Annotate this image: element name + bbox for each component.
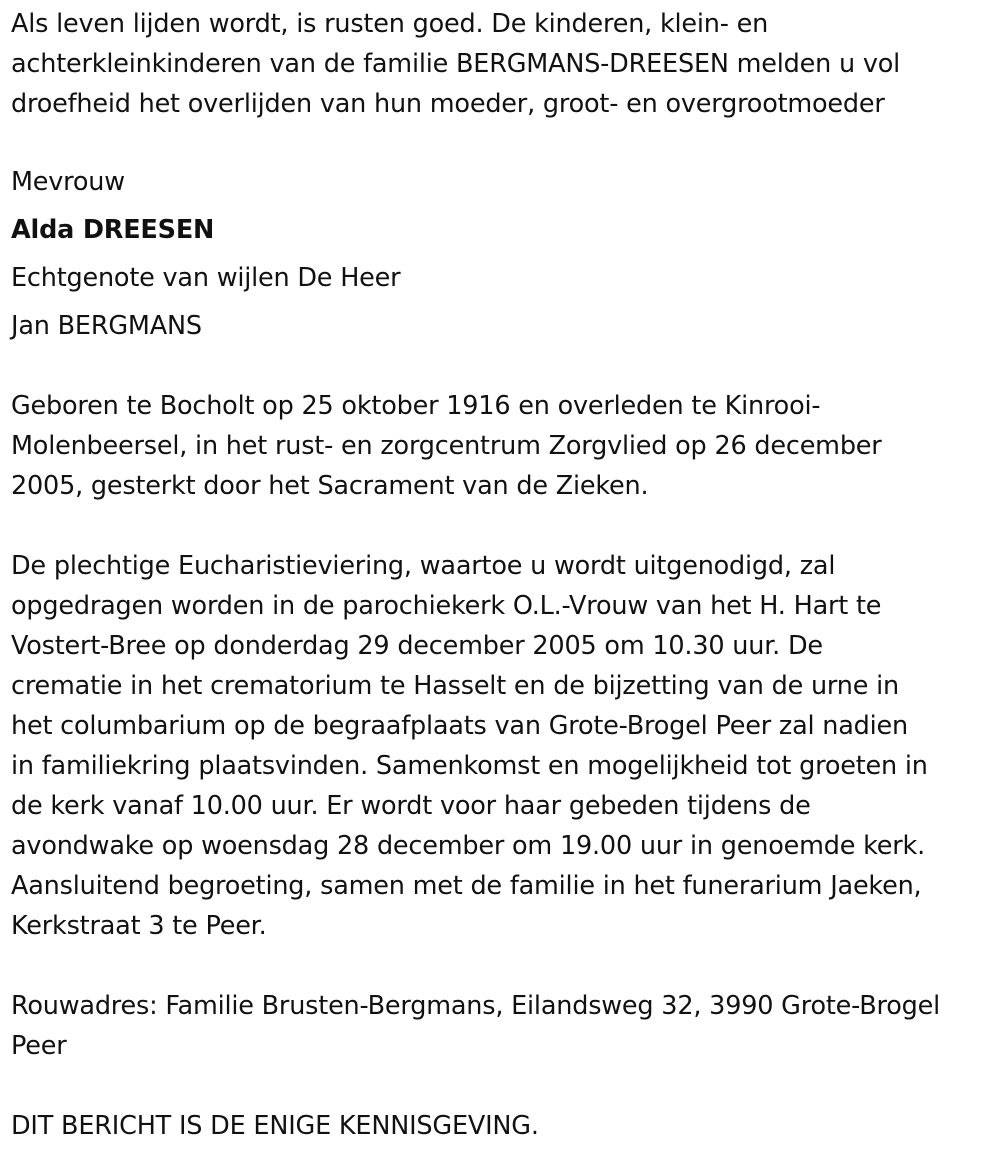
spacer: [11, 350, 996, 386]
deceased-name: Alda DREESEN: [11, 215, 215, 245]
deceased-block: [11, 158, 996, 350]
spacer: [11, 506, 996, 546]
spouse-prefix: Echtgenote van wijlen De Heer: [11, 263, 401, 293]
birth-death-paragraph: Geboren te Bocholt op 25 oktober 1916 en overleden te Kinrooi- Molenbeersel, in het rust- en zorgcentrum Zorgvlied op 26 december 2005, gesterkt door het Sacrament van de Zieken.: [11, 391, 882, 501]
intro-paragraph: Als leven lijden wordt, is rusten goed. De kinderen, klein- en achterkleinkinderen van de familie BERGMANS-DREESEN melden u vol droefheid het overlijden van hun moeder, groot- en overgrootmoeder: [11, 9, 901, 119]
spacer: [11, 1066, 996, 1106]
spacer: [11, 946, 996, 986]
ceremony-paragraph: De plechtige Eucharistieviering, waartoe u wordt uitgenodigd, zal opgedragen worden in de parochiekerk O.L.-Vrouw van het H. Hart te Vostert-Bree op donderdag 29 december 2005 om 10.30 uur. De crematie in het crematorium te Hasselt en de bijzetting van de urne in het columbarium op de begraafplaats van Grote-Brogel Peer zal nadien in familiekring plaatsvinden. Samenkomst en mogelijkheid tot groeten in de kerk vanaf 10.00 uur. Er wordt voor haar gebeden tijdens de avondwake op woensdag 28 december om 19.00 uur in genoemde kerk. Aansluitend begroeting, samen met de familie in het funerarium Jaeken, Kerkstraat 3 te Peer.: [11, 551, 928, 941]
spouse-name: Jan BERGMANS: [11, 311, 202, 341]
mourning-address: Rouwadres: Familie Brusten-Bergmans, Eilandsweg 32, 3990 Grote-Brogel Peer: [11, 991, 941, 1061]
closing-statement: DIT BERICHT IS DE ENIGE KENNISGEVING.: [11, 1111, 539, 1141]
honorific: Mevrouw: [11, 167, 125, 197]
obituary-notice: [11, 4, 996, 1146]
